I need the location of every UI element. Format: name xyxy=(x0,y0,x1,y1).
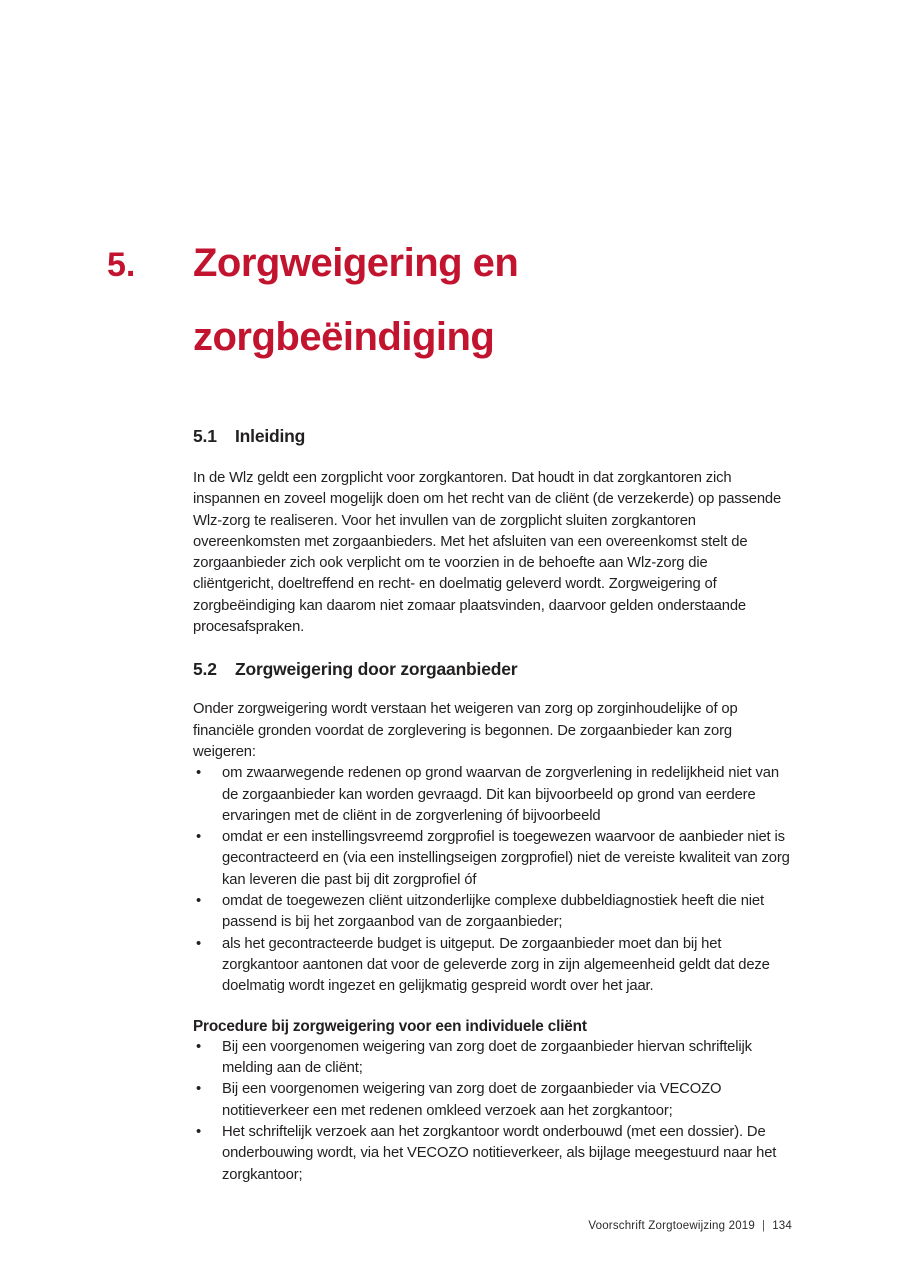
bullet-item: • om zwaarwegende redenen op grond waarvan de zorgverlening in redelijkheid niet van de zorgaanbieder kan worden gevraagd. Dit kan bijvoorbeeld op grond van eerdere ervaringen met de cliënt in de zorgverlening óf bijvoorbeeld xyxy=(193,763,790,827)
chapter-number: 5. xyxy=(107,246,136,284)
section-title: Zorgweigering door zorgaanbieder xyxy=(235,659,518,680)
procedure-bullet-list xyxy=(193,1037,790,1186)
footer-separator: | xyxy=(762,1220,766,1232)
page-footer xyxy=(193,1220,792,1232)
section-title: Inleiding xyxy=(235,426,306,446)
zorgweigering-bullet-list xyxy=(193,763,790,997)
section-heading-5-1 xyxy=(193,424,790,448)
section-heading-5-2 xyxy=(193,657,790,681)
chapter-title-line-2: zorgbeëindiging xyxy=(193,315,495,359)
footer-document-title: Voorschrift Zorgtoewijzing 2019 xyxy=(588,1220,756,1232)
section-number: 5.1 xyxy=(193,426,217,446)
bullet-item: • Bij een voorgenomen weigering van zorg doet de zorgaanbieder via VECOZO notitieverkeer een met redenen omkleed verzoek aan het zorgkantoor; xyxy=(193,1079,790,1122)
bullet-item: • omdat de toegewezen cliënt uitzonderlijke complexe dubbeldiagnostiek heeft die niet passend is bij het zorgaanbod van de zorgaanbieder; xyxy=(193,891,790,934)
bullet-item: • Het schriftelijk verzoek aan het zorgkantoor wordt onderbouwd (met een dossier). De onderbouwing wordt, via het VECOZO notitieverkeer, als bijlage meegestuurd naar het zorgkantoor; xyxy=(193,1122,790,1186)
section-zorgweigering xyxy=(193,657,790,997)
paragraph-zorgweigering-intro: Onder zorgweigering wordt verstaan het weigeren van zorg op zorginhoudelijke of op financiële gronden voordat de zorglevering is begonnen. De zorgaanbieder kan zorg weigeren: xyxy=(193,701,738,760)
bullet-item: • Bij een voorgenomen weigering van zorg doet de zorgaanbieder hiervan schriftelijk melding aan de cliënt; xyxy=(193,1037,790,1080)
chapter-title-line-1: Zorgweigering en xyxy=(193,241,519,285)
section-number: 5.2 xyxy=(193,659,217,680)
section-inleiding xyxy=(193,424,790,638)
procedure-heading: Procedure bij zorgweigering voor een individuele cliënt xyxy=(193,1017,587,1035)
footer-page-number: 134 xyxy=(772,1220,792,1232)
subsection-procedure xyxy=(193,1016,790,1186)
paragraph-inleiding: In de Wlz geldt een zorgplicht voor zorgkantoren. Dat houdt in dat zorgkantoren zich inspannen en zoveel mogelijk doen om het recht van de cliënt (de verzekerde) op passende Wlz-zorg te realiseren. Voor het invullen van de zorgplicht sluiten zorgkantoren overeenkomsten met zorgaanbieders. Met het afsluiten van een overeenkomst stelt de zorgaanbieder zich ook verplicht om te voorzien in de behoefte aan Wlz-zorg die cliëntgericht, doeltreffend en recht- en doelmatig geleverd wordt. Zorgweigering of zorgbeëindiging kan daarom niet zomaar plaatsvinden, daarvoor gelden onderstaande procesafspraken. xyxy=(193,470,782,636)
bullet-item: • omdat er een instellingsvreemd zorgprofiel is toegewezen waarvoor de aanbieder niet is gecontracteerd en (via een instellingseigen zorgprofiel) niet de vereiste kwaliteit van zorg kan leveren die past bij dit zorgprofiel óf xyxy=(193,827,790,891)
bullet-item: • als het gecontracteerde budget is uitgeput. De zorgaanbieder moet dan bij het zorgkantoor aantonen dat voor de geleverde zorg in zijn algemeenheid geldt dat deze doelmatig wordt ingezet en gelijkmatig gespreid wordt over het jaar. xyxy=(193,934,790,998)
